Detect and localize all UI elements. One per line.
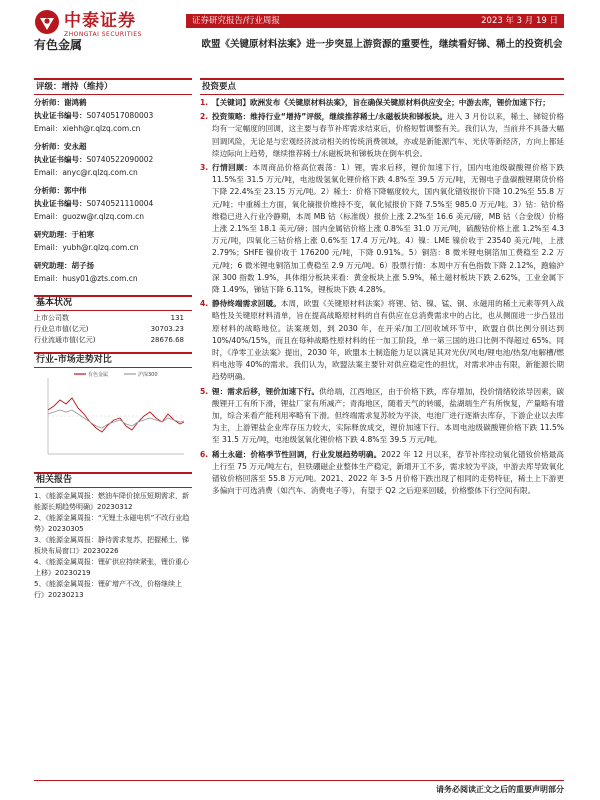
sidebar bbox=[34, 78, 192, 601]
analyst-block bbox=[34, 140, 192, 183]
point-text: 进入 3 月份以来，稀土、锑锭价格均有一定幅度的回调，这主要与春节补库需求结束后，价格短暂调整有关。我们认为，当前并不具备大幅回调风险，无论是与宏观经济波动相关的传统消费领域，亦或是新能源汽车、光伏等新经济，方向上都延续边际向上趋势，继续推荐稀土/永磁板块和锑板块在倒车机会。 bbox=[212, 112, 564, 158]
investment-points bbox=[200, 97, 564, 498]
logo-english: ZHONGTAI SECURITIES bbox=[64, 31, 142, 38]
rating: 评级：增持（维持） bbox=[34, 78, 192, 95]
basic-info-row bbox=[34, 313, 192, 324]
cert-label: 执业证书编号： bbox=[34, 199, 87, 208]
analyst-role: 研究助理： bbox=[34, 261, 72, 270]
report-header-band bbox=[186, 14, 564, 28]
basic-info-label: 行业总市值(亿元) bbox=[34, 325, 89, 333]
main-content bbox=[200, 78, 564, 498]
point-text: 供给端，江西地区，由于价格下跌，库存增加，投价情绪较浓导因素，碳酸锂开工有所下滑，锂盐厂家有所减产；青海地区，随着天气的转暖，盐湖端生产有所恢复，产量略有增加，综合来看产能利用率略有下滑。但终端需求复苏较为平淡，电池厂进行逐渐去库存，下游企业以去库为主，上游锂盐企业库存压力较大，实际释放成交，锂价加速下行。本周电池级碳酸锂价格下跌 11.5%至 31.5 万元/吨，电池级氢氧化锂价格下跌 4.8%至 39.5 万元/吨。 bbox=[212, 386, 565, 445]
email-label: Email： bbox=[34, 212, 63, 221]
brand-logo bbox=[34, 6, 142, 38]
basic-info-row bbox=[34, 335, 192, 346]
investment-point bbox=[200, 162, 564, 296]
legend-hs300-label: 沪深300 bbox=[138, 372, 158, 378]
point-body bbox=[212, 97, 564, 109]
basic-info-title: 基本状况 bbox=[34, 295, 192, 311]
email-label: Email： bbox=[34, 168, 63, 177]
related-report-item[interactable]: 3、《能源金属周报：静待需求复苏，把握稀土、锑板块布局窗口》20230226 bbox=[34, 536, 189, 555]
point-body bbox=[212, 386, 564, 447]
related-report-item[interactable]: 5、《能源金属周报：锂矿增产不改，价格继续上行》20230213 bbox=[34, 580, 182, 599]
analyst-role: 分析师： bbox=[34, 186, 64, 195]
cert-number: S0740517080003 bbox=[86, 111, 154, 120]
points-title: 投资要点 bbox=[200, 78, 564, 95]
legend-nonferrous-label: 有色金属 bbox=[88, 372, 109, 378]
report-date: 2023 年 3 月 19 日 bbox=[481, 16, 558, 26]
point-heading: 锂：需求后移，锂价加速下行。 bbox=[212, 386, 320, 396]
point-number: 4. bbox=[200, 299, 209, 309]
analyst-name: 胡子扬 bbox=[71, 261, 94, 270]
analyst-name: 安永超 bbox=[64, 142, 87, 151]
basic-info-label: 上市公司数 bbox=[34, 314, 69, 322]
analyst-block bbox=[34, 184, 192, 227]
cert-label: 执业证书编号： bbox=[34, 111, 87, 120]
basic-info-value: 30703.23 bbox=[150, 325, 184, 333]
analyst-list bbox=[34, 96, 192, 289]
point-text: 本周，欧盟《关键原材料法案》将锂、钴、镍、锰、铜、永磁用的稀土元素等列入战略性及关键原材料清单，旨在提高战略原材料的自有供应在总消费需求中的占比，也从侧面进一步凸显出原材料的战略地位。法案规划，到 2030 年，在开采/加工/回收域环节中，欧盟自供比例分别达到 10%/40%/15%，而且在每种战略性原材料的任一加工阶段，单一第三国的进口比例不得超过 65%。同时，《净零工业法案》提出，2030 年，欧盟本土制造能力足以满足其对光伏/风电/锂电池/热泵/电解槽/燃料电池等 40%的需求。我们认为，欧盟法案主要针对供应稳定性的担忧，对需求冲击有限，新能源长期趋势明确。 bbox=[212, 299, 565, 382]
point-heading: 静待终端需求回暖。 bbox=[212, 299, 281, 309]
point-text: 2022 年 12 月以来，春节补库拉动氧化镨钕价格最高上行至 75 万元/吨左右，但铁硼磁企业整体生产稳定，新增开工不多，需求较为平淡，中游去库导致氧化镨钕价格回落至 55.8 万元/吨。2021、2022 年 3-5 月价格下跌出现了相同的走势特征，稀土上下游更多偏向于可选消费（如汽车、消费电子等），有望于 Q2 之后迎来回暖，价格整体下行空间有限。 bbox=[212, 449, 564, 496]
point-number: 6. bbox=[200, 449, 209, 459]
footer-divider bbox=[34, 780, 564, 781]
analyst-role: 分析师： bbox=[34, 98, 64, 107]
email-label: Email： bbox=[34, 124, 63, 133]
point-number: 5. bbox=[200, 386, 209, 396]
company-logo-icon bbox=[34, 9, 60, 35]
basic-info-value: 28676.68 bbox=[150, 336, 184, 344]
point-heading: 【关键词】欧洲发布《关键原材料法案》，旨在确保关键原材料供应安全；中游去库，锂价加速下行； bbox=[212, 98, 550, 107]
series-nonferrous-line bbox=[48, 398, 184, 432]
email-label: Email： bbox=[34, 274, 63, 283]
related-reports bbox=[34, 491, 192, 600]
sector-name: 有色金属 bbox=[34, 38, 83, 52]
investment-point bbox=[200, 449, 564, 498]
related-report-item[interactable]: 2、《能源金属周报：“无锂土永磁电机”不改行业趋势》20230305 bbox=[34, 514, 190, 533]
basic-info-label: 行业流通市值(亿元) bbox=[34, 336, 96, 344]
related-report-item[interactable]: 1、《能源金属周报：燃油车降价掠压短期需求，新能源长期趋势明确》20230312 bbox=[34, 492, 189, 511]
point-body bbox=[212, 449, 564, 498]
point-body bbox=[212, 162, 564, 296]
trend-chart-svg bbox=[34, 370, 192, 466]
logo-name: 中泰证券 bbox=[64, 11, 136, 31]
cert-label: 执业证书编号： bbox=[34, 155, 87, 164]
point-heading: 稀土永磁：价格季节性回调，行业发展趋势明确。 bbox=[212, 449, 382, 459]
basic-info-row bbox=[34, 324, 192, 335]
investment-point bbox=[200, 298, 564, 383]
analyst-role: 研究助理： bbox=[34, 230, 72, 239]
point-number: 1. bbox=[200, 98, 209, 107]
related-report-item[interactable]: 4、《能源金属周报：锂矿供应持续紧张，锂价重心上移》20230219 bbox=[34, 558, 189, 577]
analyst-email[interactable]: yubh@r.qlzq.com.cn bbox=[62, 243, 139, 252]
analyst-email[interactable]: anyc@r.qlzq.com.cn bbox=[62, 168, 138, 177]
analyst-email[interactable]: xiehh@r.qlzq.com.cn bbox=[62, 124, 141, 133]
point-body bbox=[212, 111, 564, 160]
basic-info-value: 131 bbox=[170, 314, 184, 322]
analyst-name: 于柏寒 bbox=[71, 230, 94, 239]
report-type: 证券研究报告/行业周报 bbox=[192, 16, 280, 26]
investment-point bbox=[200, 111, 564, 160]
point-body bbox=[212, 298, 564, 383]
related-title: 相关报告 bbox=[34, 472, 192, 488]
point-heading: 行情回顾： bbox=[212, 163, 253, 173]
analyst-name: 郭中伟 bbox=[64, 186, 87, 195]
point-heading: 投资策略：维持行业“增持”评级，继续推荐稀土/永磁板块和锑板块。 bbox=[212, 112, 448, 122]
cert-number: S0740521110004 bbox=[86, 199, 154, 208]
analyst-block bbox=[34, 259, 192, 289]
report-title: 欧盟《关键原材料法案》进一步突显上游资源的重要性，继续看好锑、稀土的投资机会 bbox=[201, 39, 563, 50]
analyst-email[interactable]: husy01@zts.com.cn bbox=[62, 274, 138, 283]
basic-info-table bbox=[34, 313, 192, 346]
investment-point bbox=[200, 97, 564, 109]
point-number: 2. bbox=[200, 112, 209, 122]
trend-title: 行业-市场走势对比 bbox=[34, 352, 192, 368]
analyst-name: 谢鸿鹤 bbox=[64, 98, 87, 107]
analyst-role: 分析师： bbox=[34, 142, 64, 151]
email-label: Email： bbox=[34, 243, 63, 252]
footer-disclaimer: 请务必阅读正文之后的重要声明部分 bbox=[436, 785, 564, 794]
point-text: 本周商品价格高位震荡：1）锂，需求后移，锂价加速下行，国内电池级碳酸锂价格下跌 11.5%至 31.5 万元/吨，电池级氢氧化锂价格下跌 4.8%至 39.5 万元/吨，无锡电子盘碳酸锂期货价格下降 22.4%至 23.15 万元/吨。2）稀土：价格下降幅度较大，国内氧化镨钕报价下降 10.2%至 55.8 万元/吨；中重稀土方面，氧化镝报价维持不变，氧化铽报价下降 7.5%至 985.0 万元/吨。3）钴：钴价格维稳已进入行业冷静期，本周 MB 钴（标准级）报价上涨 2.2%至 16.6 美元/磅，MB 钴（合金级）价格上涨 2.1%至 18.1 美元/磅；国内金属钴价格上涨 0.8%至 31.0 万元/吨，硫酸钴价格上涨 1.2%至 4.3 万元/吨，四氧化三钴价格上涨 0.6%至 17.4 万元/吨。4）镍：LME 镍价收于 23540 美元/吨，上涨 2.79%；SHFE 镍价收于 176200 元/吨，下降 0.91%。5）铜箔：8 微米锂电铜箔加工费稳至 2.2 万元/吨；6 微米锂电铜箔加工费稳至 2.9 万元/吨。6）股票行情：本周中万有色指数下降 2.12%，跑输沪深 300 指数 1.9%，具体细分板块来看：黄金板块上涨 5.9%，稀土磁材板块下跌 2.62%，工业金属下降 1.49%，锑钴下降 6.11%，锂板块下跌 4.28%。 bbox=[212, 163, 565, 295]
investment-point bbox=[200, 386, 564, 447]
analyst-block bbox=[34, 228, 192, 258]
trend-chart bbox=[34, 370, 192, 466]
point-number: 3. bbox=[200, 163, 209, 173]
analyst-block bbox=[34, 96, 192, 139]
analyst-email[interactable]: guozw@r.qlzq.com.cn bbox=[62, 212, 144, 221]
cert-number: S0740522090002 bbox=[86, 155, 154, 164]
